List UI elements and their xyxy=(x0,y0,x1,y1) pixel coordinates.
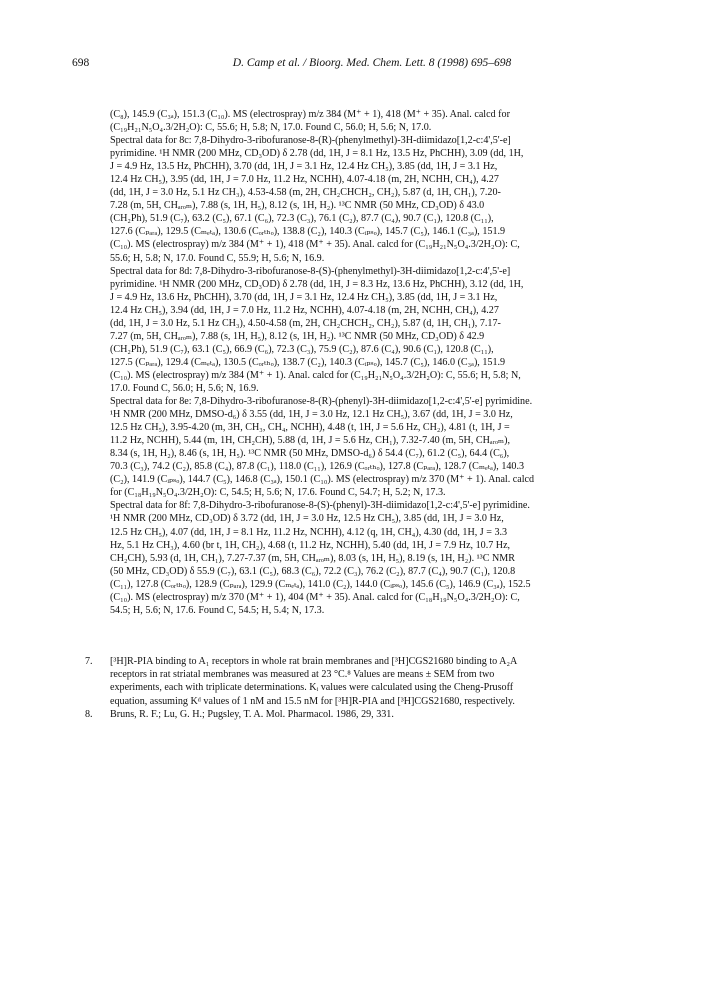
text-line: (C₁₉H₂₁N₅O₄.3/2H₂O): C, 55.6; H, 5.8; N, 17.0. Found C, 56.0; H, 5.6; N, 17.0. xyxy=(110,122,432,134)
text-line: (C₁₀). MS (electrospray) m/z 384 (M⁺ + 1). Anal. calcd for (C₁₉H₂₁N₅O₄.3/2H₂O): C, 55.6; H, 5.8; N, xyxy=(110,369,521,381)
reference-list xyxy=(85,655,675,721)
running-header xyxy=(72,57,672,73)
text-line: 12.5 Hz CH₅), 4.07 (dd, 1H, J = 8.1 Hz, 11.2 Hz, NCHH), 4.12 (q, 1H, CH₄), 4.30 (dd, 1H, J = 3.3 xyxy=(110,526,508,538)
text-line: ¹H NMR (200 MHz, CD₃OD) δ 3.72 (dd, 1H, J = 3.0 Hz, 12.5 Hz CH₅), 3.85 (dd, 1H, J = 3.0 Hz, xyxy=(110,513,504,525)
text-line: 70.3 (C₃), 74.2 (C₂), 85.8 (C₄), 87.8 (C₁), 118.0 (C₁₁), 126.9 (Cₒᵣₜₕₒ), 127.8 (Cₚₐᵣₐ), 128.7 (Cₘₑₜₐ), 140.3 xyxy=(110,461,525,473)
text-line: (C₁₁), 127.8 (Cₒᵣₜₕₒ), 128.9 (Cₚₐᵣₐ), 129.9 (Cₘₑₜₐ), 141.0 (C₂), 144.0 (Cᵢₚₛₒ), 145.6 (C₅), 146.9 (C₃ₐ), 152.5 xyxy=(110,578,531,590)
reference-entry xyxy=(85,708,675,721)
text-line: pyrimidine. ¹H NMR (200 MHz, CD₃OD) δ 2.78 (dd, 1H, J = 8.3 Hz, 13.6 Hz, PhCHH), 3.12 (dd, 1H, xyxy=(110,278,524,290)
journal-citation: D. Camp et al. / Bioorg. Med. Chem. Lett. 8 (1998) 695–698 xyxy=(232,57,512,69)
reference-number: 7. xyxy=(85,656,93,667)
text-line: Spectral data for 8c: 7,8-Dihydro-3-ribofuranose-8-(R)-(phenylmethyl)-3H-diimidazo[1,2-c:4',5'-e] xyxy=(110,135,511,147)
text-line: 12.4 Hz CH₅), 3.94 (dd, 1H, J = 7.0 Hz, 11.2 Hz, NCHH), 4.07-4.18 (m, 2H, NCHH, CH₄), 4.27 xyxy=(110,304,499,316)
text-line: 12.4 Hz CH₅), 3.95 (dd, 1H, J = 7.0 Hz, 11.2 Hz, NCHH), 4.07-4.18 (m, 2H, NCHH, CH₄), 4.27 xyxy=(110,174,499,186)
text-line: CH₂CH), 5.93 (d, 1H, CH₁), 7.27-7.37 (m, 5H, CHₐᵣₒₘ), 8.03 (s, 1H, H₅), 8.19 (s, 1H, H₂). ¹³C NMR xyxy=(110,552,515,564)
text-line: ¹H NMR (200 MHz, DMSO-d₆) δ 3.55 (dd, 1H, J = 3.0 Hz, 12.1 Hz CH₅), 3.67 (dd, 1H, J = 3.0 Hz, xyxy=(110,409,513,421)
text-line: 127.6 (Cₚₐᵣₐ), 129.5 (Cₘₑₜₐ), 130.6 (Cₒᵣₜₕₒ), 138.8 (C₂), 140.3 (Cᵢₚₛₒ), 145.7 (C₅), 146.1 (C₃ₐ), 151.9 xyxy=(110,226,506,238)
text-line: 17.0. Found C, 56.0; H, 5.6; N, 16.9. xyxy=(110,382,259,394)
text-line: (C₈), 145.9 (C₃ₐ), 151.3 (C₁₀). MS (electrospray) m/z 384 (M⁺ + 1), 418 (M⁺ + 35). Anal. calcd for xyxy=(110,109,510,120)
text-line: 7.27 (m, 5H, CHₐᵣₒₘ), 7.88 (s, 1H, H₅), 8.12 (s, 1H, H₂). ¹³C NMR (50 MHz, CD₃OD) δ 42.9 xyxy=(110,330,485,342)
reference-text-line: equation, assuming Kᵈ values of 1 nM and 15.5 nM for [³H]R-PIA and [³H]CGS21680, respectively. xyxy=(110,695,515,707)
text-line: for (C₁₈H₁₉N₅O₄.3/2H₂O): C, 54.5; H, 5.6; N, 17.6. Found C, 54.7; H, 5.2; N, 17.3. xyxy=(110,487,446,499)
text-line: 7.28 (m, 5H, CHₐᵣₒₘ), 7.88 (s, 1H, H₅), 8.12 (s, 1H, H₂). ¹³C NMR (50 MHz, CD₃OD) δ 43.0 xyxy=(110,200,485,212)
text-line: 55.6; H, 5.8; N, 17.0. Found C, 55.9; H, 5.6; N, 16.9. xyxy=(110,252,325,264)
text-line: (dd, 1H, J = 3.0 Hz, 5.1 Hz CH₃), 4.50-4.58 (m, 2H, CH₂CHCH₂, CH₂), 5.87 (d, 1H, CH₁), 7.17- xyxy=(110,317,501,329)
page-number: 698 xyxy=(72,57,90,69)
text-line: 11.2 Hz, NCHH), 5.44 (m, 1H, CH₂CH), 5.88 (d, 1H, J = 5.6 Hz, CH₁), 7.32-7.40 (m, 5H, CHₐᵣₒₘ), xyxy=(110,435,510,447)
reference-text-line: receptors in rat striatal membranes was measured at 23 °C.⁸ Values are means ± SEM from two xyxy=(110,669,495,681)
text-line: Hz, 5.1 Hz CH₃), 4.60 (br t, 1H, CH₂), 4.68 (t, 11.2 Hz, NCHH), 5.40 (dd, 1H, J = 7.9 Hz, 10.7 Hz, xyxy=(110,539,511,551)
text-line: (50 MHz, CD₃OD) δ 55.9 (C₇), 63.1 (C₅), 68.3 (C₆), 72.2 (C₃), 76.2 (C₂), 87.7 (C₄), 90.7 (C₁), 120.8 xyxy=(110,565,516,577)
text-line: 8.34 (s, 1H, H₂), 8.46 (s, 1H, H₅). ¹³C NMR (50 MHz, DMSO-d₆) δ 54.4 (C₇), 61.2 (C₅), 64.4 (C₆), xyxy=(110,448,510,460)
text-line: J = 4.9 Hz, 13.6 Hz, PhCHH), 3.70 (dd, 1H, J = 3.1 Hz, 12.4 Hz CH₅), 3.85 (dd, 1H, J = 3.1 Hz, xyxy=(110,291,498,303)
text-line: (dd, 1H, J = 3.0 Hz, 5.1 Hz CH₃), 4.53-4.58 (m, 2H, CH₂CHCH₂, CH₂), 5.87 (d, 1H, CH₁), 7.20- xyxy=(110,187,501,199)
reference-text-line: Bruns, R. F.; Lu, G. H.; Pugsley, T. A. Mol. Pharmacol. 1986, 29, 331. xyxy=(110,708,394,720)
spectral-data-block xyxy=(110,108,670,617)
text-line: 12.5 Hz CH₅), 3.95-4.20 (m, 3H, CH₃, CH₄, NCHH), 4.48 (t, 1H, J = 5.6 Hz, CH₂), 4.81 (t, 1H, J = xyxy=(110,422,510,434)
text-line: pyrimidine. ¹H NMR (200 MHz, CD₃OD) δ 2.78 (dd, 1H, J = 8.1 Hz, 13.5 Hz, PhCHH), 3.09 (dd, 1H, xyxy=(110,148,524,160)
text-line: Spectral data for 8d: 7,8-Dihydro-3-ribofuranose-8-(S)-(phenylmethyl)-3H-diimidazo[1,2-c:4',5'-e] xyxy=(110,265,511,277)
text-line: (CH₂Ph), 51.9 (C₇), 63.2 (C₅), 67.1 (C₆), 72.3 (C₃), 76.1 (C₂), 87.7 (C₄), 90.7 (C₁), 120.8 (C₁₁), xyxy=(110,213,494,225)
text-line: (C₁₀). MS (electrospray) m/z 370 (M⁺ + 1), 404 (M⁺ + 35). Anal. calcd for (C₁₈H₁₉N₅O₄.3/2H₂O): C, xyxy=(110,591,520,603)
text-line: (CH₂Ph), 51.9 (C₇), 63.1 (C₅), 66.9 (C₆), 72.3 (C₃), 75.9 (C₂), 87.6 (C₄), 90.6 (C₁), 120.8 (C₁₁), xyxy=(110,343,494,355)
text-line: 127.5 (Cₚₐᵣₐ), 129.4 (Cₘₑₜₐ), 130.5 (Cₒᵣₜₕₒ), 138.7 (C₂), 140.3 (Cᵢₚₛₒ), 145.7 (C₅), 146.0 (C₃ₐ), 151.9 xyxy=(110,356,506,368)
reference-text-line: [³H]R-PIA binding to A₁ receptors in whole rat brain membranes and [³H]CGS21680 binding to A₂A xyxy=(110,656,518,667)
text-line: Spectral data for 8e: 7,8-Dihydro-3-ribofuranose-8-(R)-(phenyl)-3H-diimidazo[1,2-c:4',5'-e] pyrimidine. xyxy=(110,396,533,408)
text-line: (C₁₀). MS (electrospray) m/z 384 (M⁺ + 1), 418 (M⁺ + 35). Anal. calcd for (C₁₉H₂₁N₅O₄.3/2H₂O): C, xyxy=(110,239,520,251)
text-line: J = 4.9 Hz, 13.5 Hz, PhCHH), 3.70 (dd, 1H, J = 3.1 Hz, 12.4 Hz CH₅), 3.85 (dd, 1H, J = 3.1 Hz, xyxy=(110,161,498,173)
text-line: Spectral data for 8f: 7,8-Dihydro-3-ribofuranose-8-(S)-(phenyl)-3H-diimidazo[1,2-c:4',5'-e] pyrimidine. xyxy=(110,500,530,512)
reference-text-line: experiments, each with triplicate determinations. Kᵢ values were calculated using the Cheng-Prusoff xyxy=(110,682,514,694)
reference-entry xyxy=(85,655,675,708)
reference-number: 8. xyxy=(85,708,93,720)
text-line: 54.5; H, 5.6; N, 17.6. Found C, 54.5; H, 5.4; N, 17.3. xyxy=(110,604,325,616)
text-line: (C₂), 141.9 (Cᵢₚₛₒ), 144.7 (C₅), 146.8 (C₃ₐ), 150.1 (C₁₀). MS (electrospray) m/z 370 (M⁺ + 1). Anal. calcd xyxy=(110,474,535,486)
